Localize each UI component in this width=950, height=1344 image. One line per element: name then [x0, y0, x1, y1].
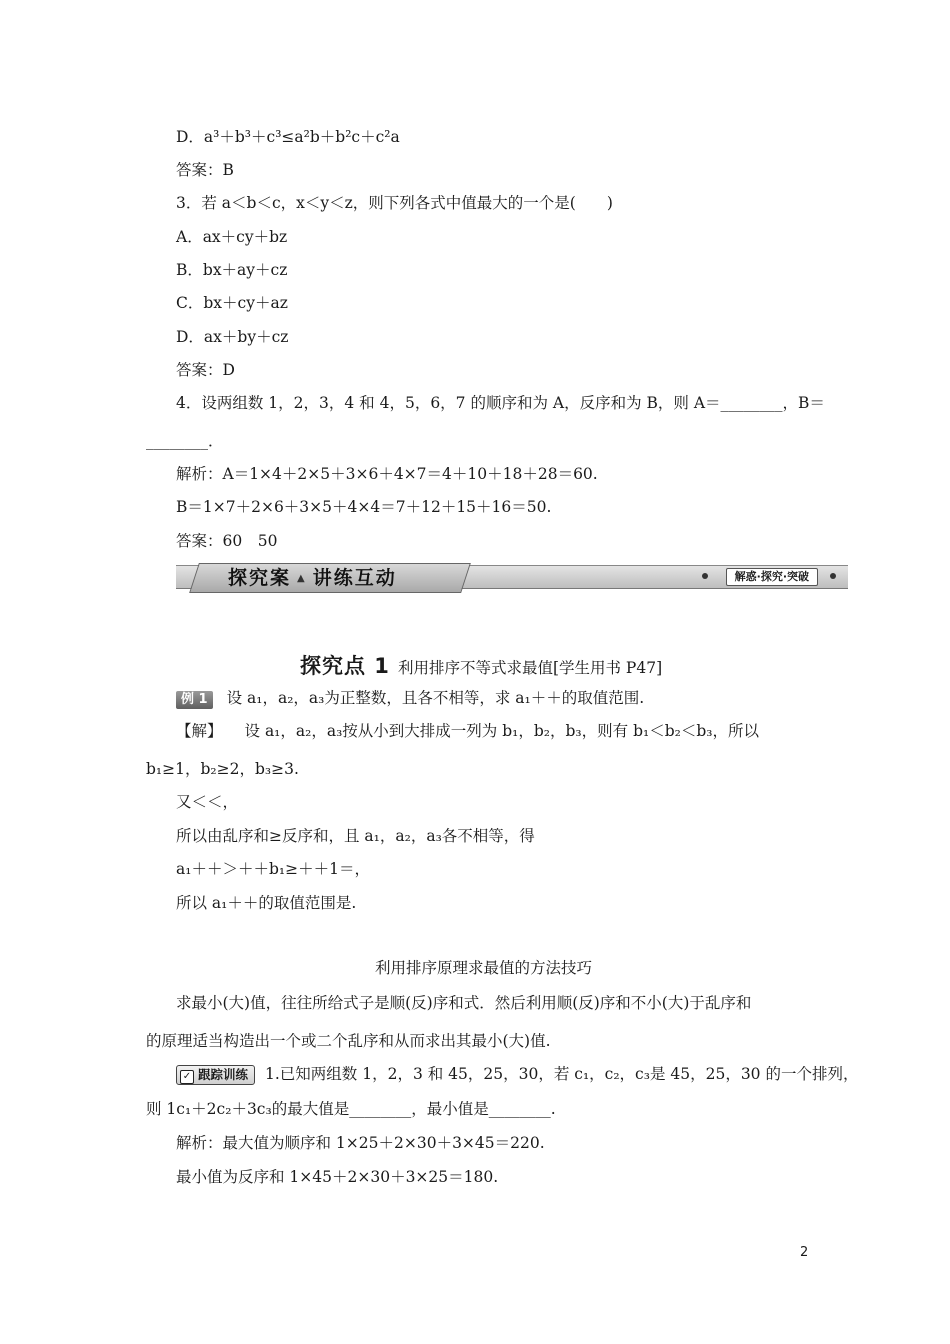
- q4-solution-1: 解析：A＝1×4＋2×5＋3×6＋4×7＝4＋10＋18＋28＝60.: [176, 465, 598, 483]
- q3-stem: 3．若 a＜b＜c，x＜y＜z，则下列各式中值最大的一个是( ): [176, 194, 613, 212]
- solution-line-3: 又＜＜，: [176, 793, 239, 811]
- q2-option-d: D．a³＋b³＋c³≤a²b＋b²c＋c²a: [176, 128, 400, 146]
- example-badge: 例 1: [176, 691, 213, 709]
- follow-question-2: 则 1c₁＋2c₂＋3c₃的最大值是________，最小值是________.: [146, 1100, 556, 1118]
- q4-solution-2: B＝1×7＋2×6＋3×5＋4×4＝7＋12＋15＋16＝50.: [176, 498, 552, 516]
- example-stem: 例 1 设 a₁，a₂，a₃为正整数，且各不相等，求 a₁＋＋的取值范围.: [176, 687, 644, 709]
- follow-solution-1: 解析：最大值为顺序和 1×25＋2×30＋3×45＝220.: [176, 1134, 545, 1152]
- solution-line-6: 所以 a₁＋＋的取值范围是.: [176, 894, 357, 912]
- page-number: 2: [800, 1245, 809, 1260]
- section-banner: [176, 565, 848, 591]
- banner-tag: 解惑·探究·突破: [726, 568, 818, 586]
- triangle-icon: ▲: [297, 573, 307, 584]
- dot-icon: [830, 573, 836, 579]
- section-heading: [300, 650, 662, 680]
- q4-line1: 4．设两组数 1，2，3，4 和 4，5，6，7 的顺序和为 A，反序和为 B，则 A＝________，B＝: [176, 394, 825, 412]
- section-subtitle: 利用排序不等式求最值[学生用书 P47]: [397, 659, 663, 677]
- follow-badge: ✓ 跟踪训练: [176, 1065, 255, 1085]
- method-paragraph-1: 求最小(大)值，往往所给式子是顺(反)序和式．然后利用顺(反)序和不小(大)于乱序和: [176, 994, 752, 1012]
- follow-solution-2: 最小值为反序和 1×45＋2×30＋3×25＝180.: [176, 1168, 499, 1186]
- q4-line2: ________．: [146, 432, 224, 450]
- banner-title: 探究案 ▲ 讲练互动: [228, 567, 397, 589]
- solution-line-4: 所以由乱序和≥反序和，且 a₁，a₂，a₃各不相等，得: [176, 827, 535, 845]
- dot-icon: [702, 573, 708, 579]
- answer-4: 答案：60 50: [176, 532, 278, 550]
- follow-question-1: ✓ 跟踪训练 1.已知两组数 1，2，3 和 45，25，30，若 c₁，c₂，c₃是 45，25，30 的一个排列，: [176, 1063, 858, 1085]
- section-number: 探究点 1: [300, 654, 390, 678]
- q3-option-c: C．bx＋cy＋az: [176, 294, 288, 312]
- method-paragraph-2: 的原理适当构造出一个或二个乱序和从而求出其最小(大)值.: [146, 1032, 551, 1050]
- solution-line-5: a₁＋＋＞＋＋b₁≥＋＋1＝，: [176, 860, 370, 878]
- solution-line-1: 【解】 设 a₁，a₂，a₃按从小到大排成一列为 b₁，b₂，b₃，则有 b₁＜b₂＜b₃，所以: [176, 722, 759, 740]
- check-icon: ✓: [180, 1070, 194, 1084]
- method-title: 利用排序原理求最值的方法技巧: [375, 959, 593, 977]
- q3-option-d: D．ax＋by＋cz: [176, 328, 289, 346]
- solution-label: 【解】: [176, 722, 223, 740]
- solution-line-2: b₁≥1，b₂≥2，b₃≥3.: [146, 760, 299, 778]
- answer-2: 答案：B: [176, 161, 234, 179]
- answer-3: 答案：D: [176, 361, 235, 379]
- q3-option-b: B．bx＋ay＋cz: [176, 261, 288, 279]
- q3-option-a: A．ax＋cy＋bz: [176, 228, 288, 246]
